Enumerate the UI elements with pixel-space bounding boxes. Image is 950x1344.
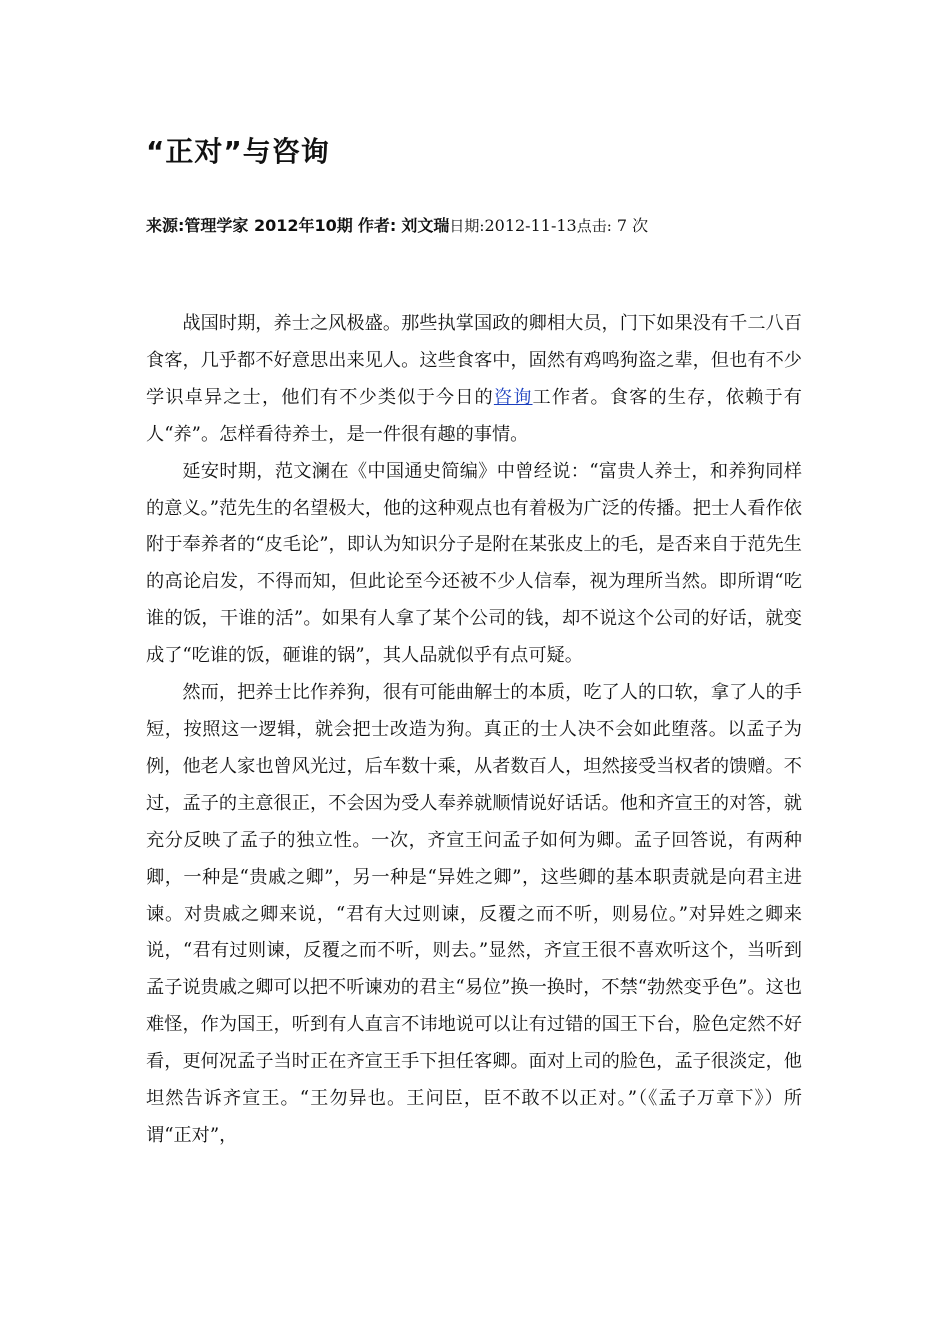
consulting-link[interactable]: 咨询 xyxy=(493,386,533,408)
date-label: 日期: xyxy=(449,217,485,235)
source-label: 来源: xyxy=(146,216,185,235)
article-title: “正对”与咨询 xyxy=(146,135,330,168)
clicks-label: 点击: xyxy=(576,217,612,235)
article-body xyxy=(146,306,802,1155)
paragraph-2: 延安时期，范文澜在《中国通史简编》中曾经说：“富贵人养士，和养狗同样的意义。”范先生的名望极大，他的这种观点也有着极为广泛的传播。把士人看作依附于奉养者的“皮毛论”，即认为知识分子是附在某张皮上的毛，是否来自于范先生的高论启发，不得而知，但此论至今还被不少人信奉，视为理所当然。即所谓“吃谁的饭，干谁的活”。如果有人拿了某个公司的钱，却不说这个公司的好话，就变成了“吃谁的饭，砸谁的锅”，其人品就似乎有点可疑。 xyxy=(146,460,802,667)
paragraph-1 xyxy=(146,306,802,454)
paragraph-1-text-b: 工作者。食客的生存，依赖于有人“养”。怎样看待养士，是一件很有趣的事情。 xyxy=(146,386,802,445)
paragraph-3: 然而，把养士比作养狗，很有可能曲解士的本质，吃了人的口软，拿了人的手短，按照这一逻辑，就会把士改造为狗。真正的士人决不会如此堕落。以孟子为例，他老人家也曾风光过，后车数十乘，从者数百人，坦然接受当权者的馈赠。不过，孟子的主意很正，不会因为受人奉养就顺情说好话话。他和齐宣王的对答，就充分反映了孟子的独立性。一次，齐宣王问孟子如何为卿。孟子回答说，有两种卿，一种是“贵戚之卿”，另一种是“异姓之卿”，这些卿的基本职责就是向君主进谏。对贵戚之卿来说，“君有大过则谏，反覆之而不听，则易位。”对异姓之卿来说，“君有过则谏，反覆之而不听，则去。”显然，齐宣王很不喜欢听这个，当听到孟子说贵戚之卿可以把不听谏劝的君主“易位”换一换时，不禁“勃然变乎色”。这也难怪，作为国王，听到有人直言不讳地说可以让有过错的国王下台，脸色定然不好看，更何况孟子当时正在齐宣王手下担任客卿。面对上司的脸色，孟子很淡定，他坦然告诉齐宣王。“王勿异也。王问臣，臣不敢不以正对。”（《孟子万章下》）所谓“正对”， xyxy=(146,682,802,1146)
article-meta xyxy=(146,214,648,238)
author-value: 刘文瑞 xyxy=(401,216,450,235)
clicks-value: 7 次 xyxy=(616,216,649,235)
author-label: 作者: xyxy=(357,216,397,235)
source-value: 管理学家 2012年10期 xyxy=(184,216,353,235)
date-value: 2012-11-13 xyxy=(484,216,577,235)
paragraph-1-text-a: 战国时期，养士之风极盛。那些执掌国政的卿相大员，门下如果没有千二八百食客，几乎都不好意思出来见人。这些食客中，固然有鸡鸣狗盗之辈，但也有不少学识卓异之士，他们有不少类似于今日的 xyxy=(146,313,802,408)
